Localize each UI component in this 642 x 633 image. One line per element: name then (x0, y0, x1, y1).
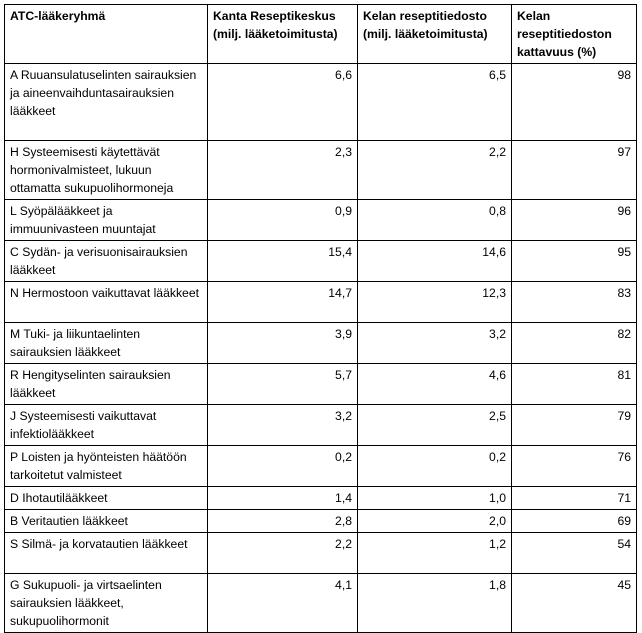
cell-kanta-count: 3,2 (208, 405, 358, 446)
cell-kanta-count: 14,7 (208, 282, 358, 323)
table-row (5, 446, 637, 487)
cell-kela-count: 0,8 (358, 200, 512, 241)
cell-kela-count: 12,3 (358, 282, 512, 323)
cell-coverage-percent: 98 (512, 64, 637, 141)
cell-kela-count: 2,2 (358, 141, 512, 200)
table-row (5, 141, 637, 200)
cell-atc-group: J Systeemisesti vaikuttavat infektiolääkkeet (5, 405, 208, 446)
table-row (5, 364, 637, 405)
cell-kela-count: 1,8 (358, 574, 512, 633)
cell-kanta-count: 15,4 (208, 241, 358, 282)
cell-coverage-percent: 96 (512, 200, 637, 241)
table-row (5, 64, 637, 141)
cell-kanta-count: 3,9 (208, 323, 358, 364)
cell-coverage-percent: 82 (512, 323, 637, 364)
cell-coverage-percent: 95 (512, 241, 637, 282)
cell-kela-count: 0,2 (358, 446, 512, 487)
cell-coverage-percent: 79 (512, 405, 637, 446)
cell-atc-group: L Syöpälääkkeet ja immuunivasteen muuntajat (5, 200, 208, 241)
header-kela-prescriptions: Kelan reseptitiedosto (milj. lääketoimitusta) (358, 5, 512, 64)
cell-kanta-count: 0,2 (208, 446, 358, 487)
table-row (5, 533, 637, 574)
table-row (5, 323, 637, 364)
table-row (5, 574, 637, 633)
table-row (5, 200, 637, 241)
cell-atc-group: D Ihotautilääkkeet (5, 487, 208, 510)
cell-atc-group: B Veritautien lääkkeet (5, 510, 208, 533)
cell-atc-group: M Tuki- ja liikuntaelinten sairauksien lääkkeet (5, 323, 208, 364)
cell-kela-count: 2,5 (358, 405, 512, 446)
header-atc-group: ATC-lääkeryhmä (5, 5, 208, 64)
cell-kela-count: 1,2 (358, 533, 512, 574)
table-row (5, 510, 637, 533)
cell-kanta-count: 2,3 (208, 141, 358, 200)
cell-kanta-count: 1,4 (208, 487, 358, 510)
cell-kela-count: 1,0 (358, 487, 512, 510)
header-row (5, 5, 637, 64)
cell-kanta-count: 6,6 (208, 64, 358, 141)
cell-coverage-percent: 71 (512, 487, 637, 510)
cell-atc-group: N Hermostoon vaikuttavat lääkkeet (5, 282, 208, 323)
cell-kela-count: 3,2 (358, 323, 512, 364)
cell-coverage-percent: 76 (512, 446, 637, 487)
cell-kanta-count: 2,2 (208, 533, 358, 574)
cell-coverage-percent: 81 (512, 364, 637, 405)
cell-kanta-count: 5,7 (208, 364, 358, 405)
cell-kanta-count: 0,9 (208, 200, 358, 241)
cell-coverage-percent: 83 (512, 282, 637, 323)
cell-kanta-count: 4,1 (208, 574, 358, 633)
cell-kela-count: 6,5 (358, 64, 512, 141)
cell-atc-group: H Systeemisesti käytettävät hormonivalmisteet, lukuun ottamatta sukupuolihormoneja (5, 141, 208, 200)
cell-coverage-percent: 69 (512, 510, 637, 533)
cell-kela-count: 2,0 (358, 510, 512, 533)
cell-coverage-percent: 54 (512, 533, 637, 574)
table-row (5, 405, 637, 446)
cell-atc-group: A Ruuansulatuselinten sairauksien ja aineenvaihduntasairauksien lääkkeet (5, 64, 208, 141)
table-row (5, 487, 637, 510)
cell-kanta-count: 2,8 (208, 510, 358, 533)
cell-atc-group: S Silmä- ja korvatautien lääkkeet (5, 533, 208, 574)
table-row (5, 241, 637, 282)
cell-coverage-percent: 45 (512, 574, 637, 633)
cell-kela-count: 14,6 (358, 241, 512, 282)
cell-kela-count: 4,6 (358, 364, 512, 405)
cell-atc-group: P Loisten ja hyönteisten häätöön tarkoitetut valmisteet (5, 446, 208, 487)
atc-coverage-table (4, 4, 637, 633)
cell-atc-group: R Hengityselinten sairauksien lääkkeet (5, 364, 208, 405)
cell-atc-group: C Sydän- ja verisuonisairauksien lääkkeet (5, 241, 208, 282)
header-kanta-prescriptions: Kanta Reseptikeskus (milj. lääketoimitusta) (208, 5, 358, 64)
table-row (5, 282, 637, 323)
header-kela-coverage: Kelan reseptitiedoston kattavuus (%) (512, 5, 637, 64)
cell-atc-group: G Sukupuoli- ja virtsaelinten sairauksien lääkkeet, sukupuolihormonit (5, 574, 208, 633)
cell-coverage-percent: 97 (512, 141, 637, 200)
